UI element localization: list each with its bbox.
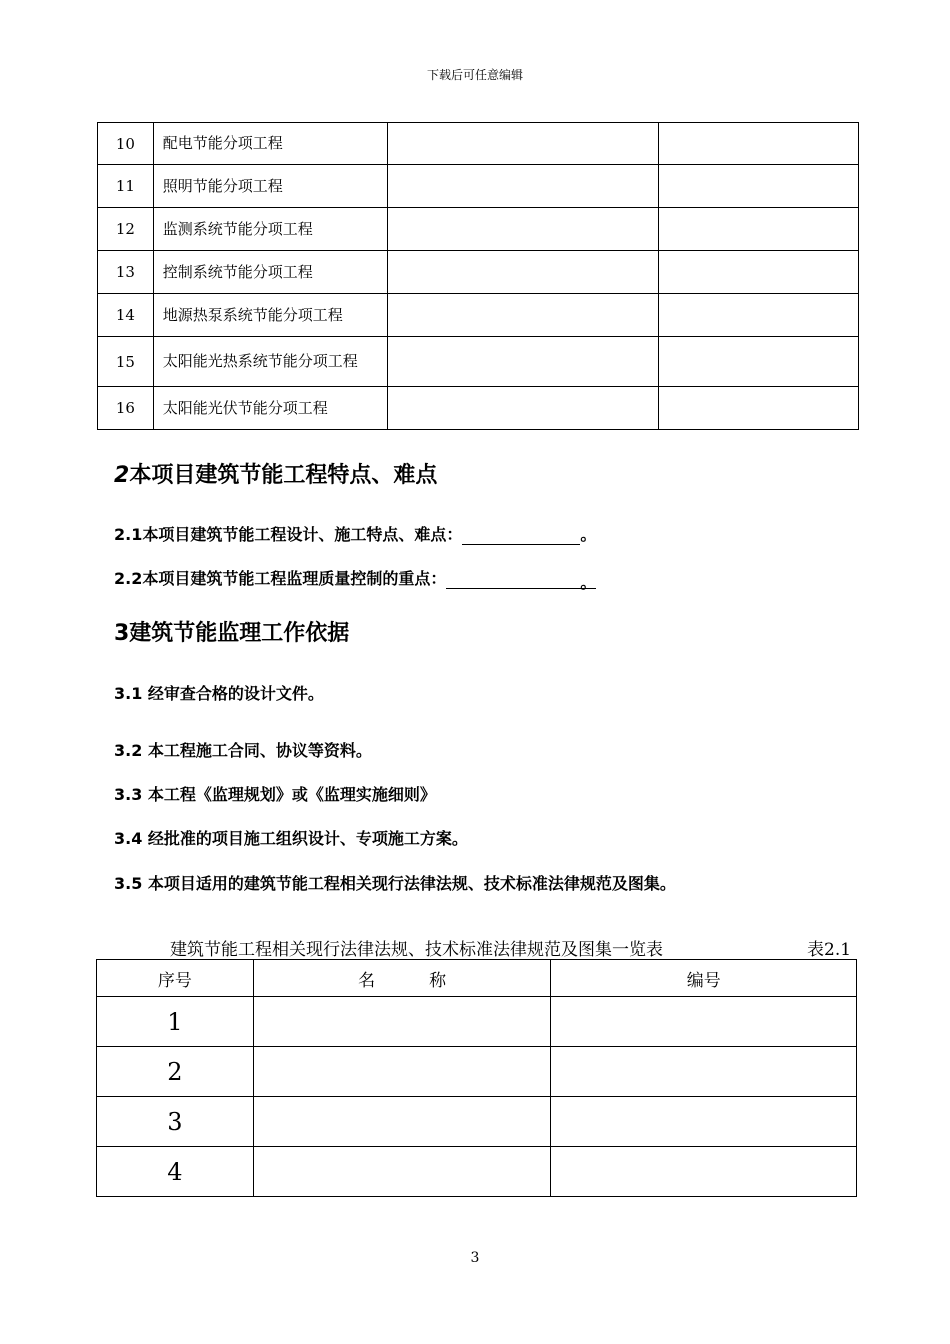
empty-cell	[659, 165, 859, 208]
section2-item-1-text: 2.1本项目建筑节能工程设计、施工特点、难点：	[114, 525, 463, 544]
section3-heading: 3建筑节能监理工作依据	[114, 621, 350, 646]
section2-item-1	[114, 522, 596, 545]
fill-blank	[446, 570, 597, 592]
empty-cell	[659, 294, 859, 337]
table-row	[97, 1047, 857, 1097]
section2-heading-text: 本项目建筑节能工程特点、难点	[129, 463, 438, 488]
row-name: 监测系统节能分项工程	[153, 208, 388, 251]
section2-heading-number: 2	[114, 463, 130, 488]
table-row	[98, 387, 859, 430]
empty-cell	[388, 251, 659, 294]
row-name: 太阳能光伏节能分项工程	[153, 387, 388, 430]
table-caption-number: 表2.1	[807, 940, 852, 960]
table-header-row	[97, 960, 857, 997]
row-number: 14	[98, 294, 154, 337]
empty-cell	[388, 294, 659, 337]
empty-cell	[388, 387, 659, 430]
row-name: 照明节能分项工程	[153, 165, 388, 208]
page-number: 3	[470, 1250, 480, 1266]
header-name: 名 称	[253, 960, 551, 997]
row-number: 10	[98, 123, 154, 165]
row-number: 15	[98, 337, 154, 387]
table-row	[97, 1147, 857, 1197]
section3-item-3: 3.3 本工程《监理规划》或《监理实施细则》	[114, 785, 436, 804]
table-row	[98, 165, 859, 208]
section3-item-2: 3.2 本工程施工合同、协议等资料。	[114, 741, 372, 760]
empty-cell	[659, 208, 859, 251]
empty-cell	[388, 123, 659, 165]
row-name: 地源热泵系统节能分项工程	[153, 294, 388, 337]
header-code: 编号	[551, 960, 857, 997]
section2-item-1-end: 。	[580, 525, 597, 544]
row-number: 13	[98, 251, 154, 294]
row-number: 2	[97, 1047, 254, 1097]
row-number: 1	[97, 997, 254, 1047]
empty-cell	[551, 997, 857, 1047]
regulations-table	[96, 959, 857, 1197]
table-row	[98, 294, 859, 337]
table-row	[98, 337, 859, 387]
row-name: 配电节能分项工程	[153, 123, 388, 165]
empty-cell	[551, 1097, 857, 1147]
project-table	[97, 122, 859, 430]
header-note: 下载后可任意编辑	[426, 68, 523, 82]
empty-cell	[659, 123, 859, 165]
empty-cell	[253, 1047, 551, 1097]
empty-cell	[253, 1147, 551, 1197]
row-number: 4	[97, 1147, 254, 1197]
empty-cell	[659, 251, 859, 294]
empty-cell	[551, 1047, 857, 1097]
row-number: 12	[98, 208, 154, 251]
empty-cell	[388, 337, 659, 387]
table-caption: 建筑节能工程相关现行法律法规、技术标准法律规范及图集一览表	[170, 940, 663, 960]
empty-cell	[253, 997, 551, 1047]
section3-item-1: 3.1 经审查合格的设计文件。	[114, 684, 324, 703]
empty-cell	[659, 337, 859, 387]
empty-cell	[253, 1097, 551, 1147]
table-row	[98, 251, 859, 294]
empty-cell	[388, 165, 659, 208]
table-row	[98, 123, 859, 165]
row-name: 太阳能光热系统节能分项工程	[153, 337, 388, 387]
row-name: 控制系统节能分项工程	[153, 251, 388, 294]
section2-item-2	[114, 566, 597, 592]
section2-item-2-text: 2.2本项目建筑节能工程监理质量控制的重点：	[114, 569, 447, 588]
empty-cell	[551, 1147, 857, 1197]
row-number: 3	[97, 1097, 254, 1147]
empty-cell	[388, 208, 659, 251]
table-row	[98, 208, 859, 251]
section3-item-5: 3.5 本项目适用的建筑节能工程相关现行法律法规、技术标准法律规范及图集。	[114, 874, 676, 893]
row-number: 16	[98, 387, 154, 430]
section2-heading	[114, 458, 437, 489]
section2-item-2-end: 。	[580, 573, 597, 592]
row-number: 11	[98, 165, 154, 208]
empty-cell	[659, 387, 859, 430]
section3-item-4: 3.4 经批准的项目施工组织设计、专项施工方案。	[114, 829, 468, 848]
header-no: 序号	[97, 960, 254, 997]
table-row	[97, 1097, 857, 1147]
table-row	[97, 997, 857, 1047]
fill-blank	[462, 526, 580, 545]
